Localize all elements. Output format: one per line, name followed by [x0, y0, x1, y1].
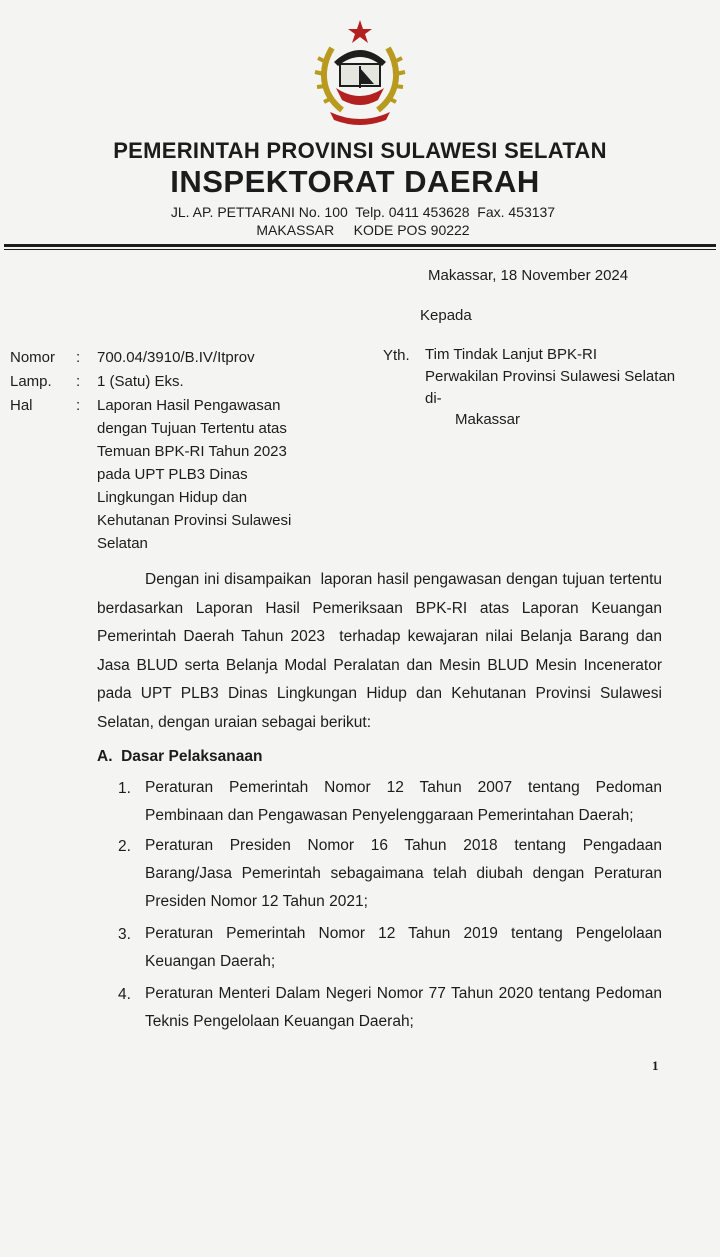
government-name: PEMERINTAH PROVINSI SULAWESI SELATAN [113, 138, 607, 163]
place-date: Makassar, 18 November 2024 [428, 267, 629, 284]
hal-line: Lingkungan Hidup dan [97, 489, 248, 506]
list-item-number: 2. [118, 838, 131, 855]
recipient-line: Tim Tindak Lanjut BPK-RI [425, 346, 598, 363]
recipient-city: Makassar [455, 411, 521, 428]
hal-line: Selatan [97, 535, 148, 552]
lamp-value: 1 (Satu) Eks. [97, 373, 184, 390]
section-a-title: A. Dasar Pelaksanaan [97, 748, 263, 765]
hal-label: Hal [10, 397, 33, 414]
recipient-line: di- [425, 390, 442, 407]
list-item-text: Peraturan Pemerintah Nomor 12 Tahun 2019 tentang Pengelolaan Keuangan Daerah; [145, 925, 662, 970]
intro-paragraph [97, 566, 667, 737]
hal-line: Temuan BPK-RI Tahun 2023 [97, 443, 287, 460]
kepada-label: Kepada [420, 307, 472, 324]
hal-line: dengan Tujuan Tertentu atas [97, 420, 287, 437]
list-item-text: Peraturan Pemerintah Nomor 12 Tahun 2007 tentang Pedoman Pembinaan dan Pengawasan Penyelenggaraan Pemerintahan Daerah; [145, 779, 662, 824]
list-item-number: 3. [118, 926, 131, 943]
hal-line: Kehutanan Provinsi Sulawesi [97, 512, 292, 529]
yth-label: Yth. [383, 347, 410, 364]
lamp-label: Lamp. [10, 373, 52, 390]
list-item-number: 4. [118, 986, 131, 1003]
letterhead-divider-thin [4, 249, 716, 250]
hal-colon: : [76, 397, 81, 414]
provincial-emblem-icon [312, 18, 408, 126]
list-item-text: Peraturan Menteri Dalam Negeri Nomor 77 Tahun 2020 tentang Pedoman Teknis Pengelolaan Keuangan Daerah; [145, 985, 662, 1030]
nomor-label: Nomor [10, 349, 56, 366]
lamp-colon: : [76, 373, 81, 390]
address-line-2: MAKASSAR KODE POS 90222 [256, 222, 470, 238]
intro-text: Dengan ini disampaikan laporan hasil pengawasan dengan tujuan tertentu berdasarkan Laporan Hasil Pemeriksaan BPK-RI atas Laporan Keuangan Pemerintah Daerah Tahun 2023 terhadap kewajaran nilai Belanja Barang dan Jasa BLUD serta Belanja Modal Peralatan dan Mesin BLUD Mesin Incenerator pada UPT PLB3 Dinas Lingkungan Hidup dan Kehutanan Provinsi Sulawesi Selatan, dengan uraian sebagai berikut: [97, 571, 667, 731]
recipient-block [425, 344, 715, 410]
hal-line: Laporan Hasil Pengawasan [97, 397, 281, 414]
address-line-1: JL. AP. PETTARANI No. 100 Telp. 0411 453628 Fax. 453137 [170, 204, 556, 220]
list-item-number: 1. [118, 780, 131, 797]
page-number: 1 [652, 1058, 659, 1073]
agency-name: INSPEKTORAT DAERAH [170, 164, 540, 199]
hal-line: pada UPT PLB3 Dinas [97, 466, 248, 483]
recipient-line: Perwakilan Provinsi Sulawesi Selatan [425, 368, 676, 385]
nomor-colon: : [76, 349, 81, 366]
nomor-value: 700.04/3910/B.IV/Itprov [97, 349, 255, 366]
hal-value [97, 394, 327, 555]
list-item-text: Peraturan Presiden Nomor 16 Tahun 2018 tentang Pengadaan Barang/Jasa Pemerintah sebagaimana telah diubah dengan Peraturan Presiden Nomor 12 Tahun 2021; [145, 837, 662, 910]
letterhead-divider-thick [4, 244, 716, 247]
